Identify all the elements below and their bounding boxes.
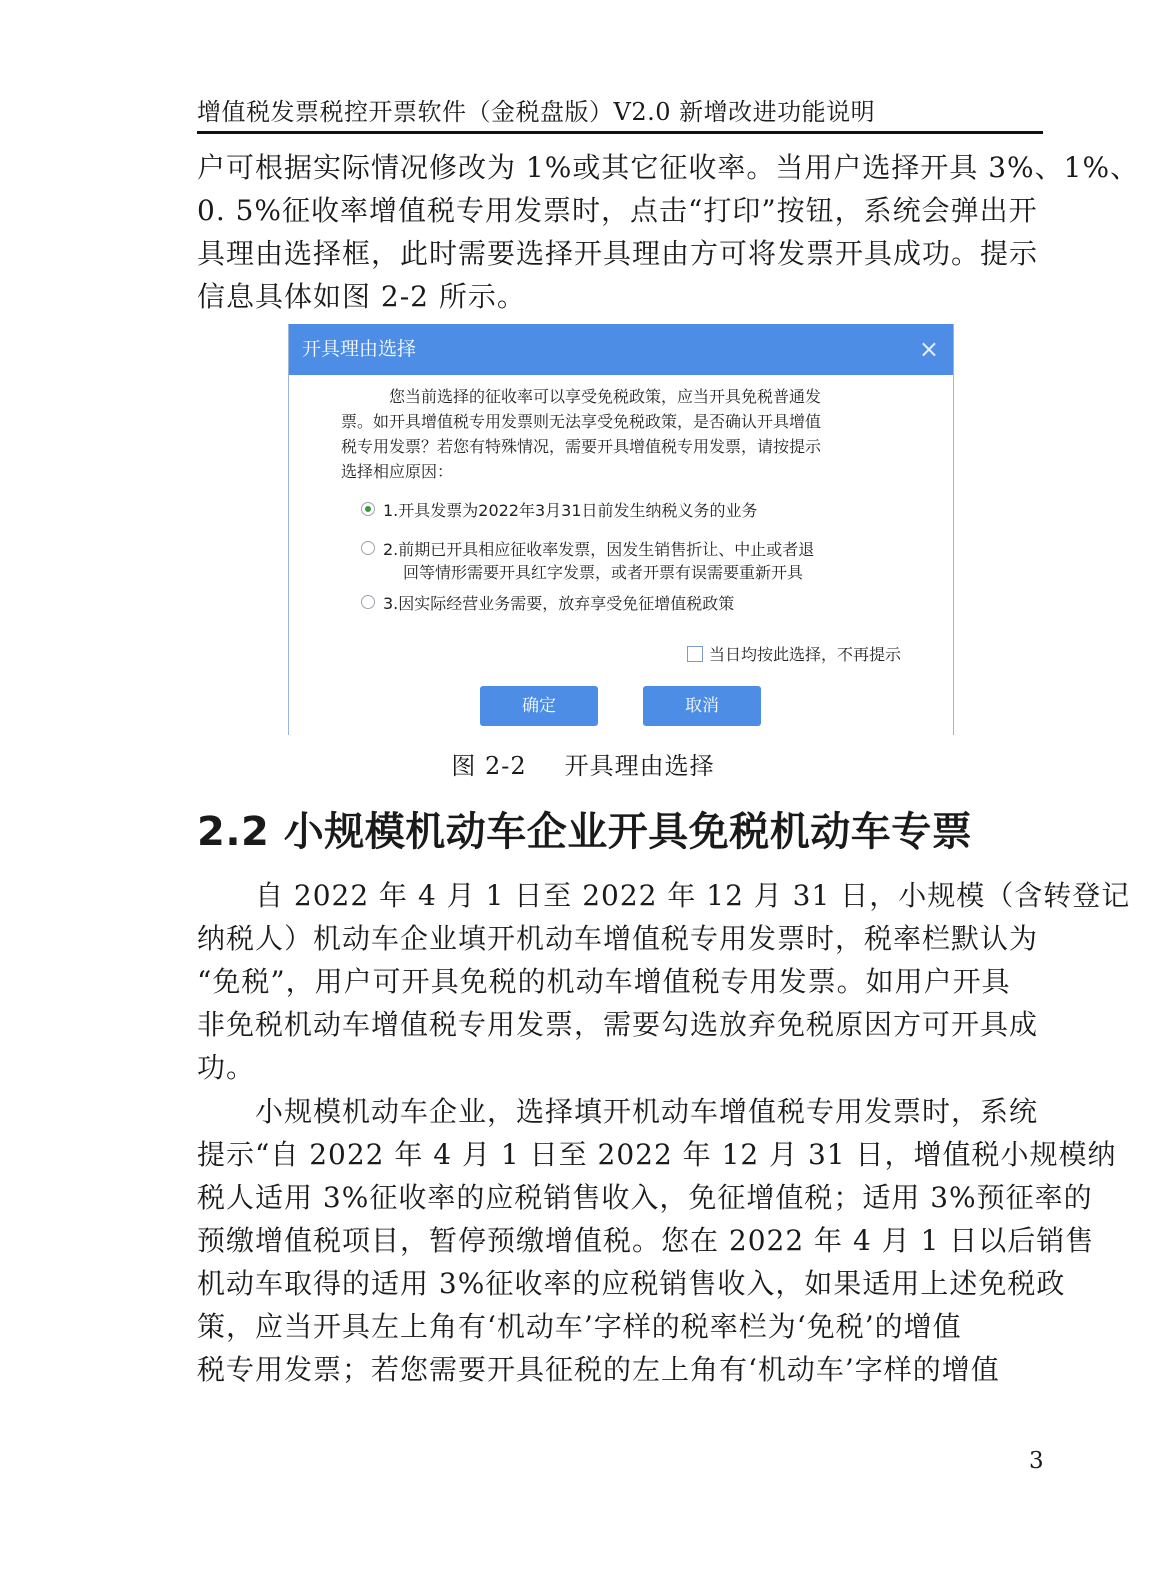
message-line: 您当前选择的征收率可以享受免税政策，应当开具免税普通发 <box>341 387 822 406</box>
option-label: 3.因实际经营业务需要，放弃享受免征增值税政策 <box>383 594 735 613</box>
option-label: 1.开具发票为2022年3月31日前发生纳税义务的业务 <box>383 501 758 520</box>
figure-title: 开具理由选择 <box>564 752 715 780</box>
text-line: 具理由选择框，此时需要选择开具理由方可将发票开具成功。提示 <box>197 237 1039 270</box>
checkbox-label: 当日均按此选择，不再提示 <box>709 645 902 664</box>
paragraph-intro <box>197 146 1140 318</box>
message-line: 税专用发票？若您有特殊情况，需要开具增值税专用发票，请按提示 <box>341 437 822 456</box>
cancel-button[interactable]: 取消 <box>643 686 761 726</box>
reason-option-1[interactable] <box>361 499 758 522</box>
text-line: 预缴增值税项目，暂停预缴增值税。您在 2022 年 4 月 1 日以后销售 <box>197 1224 1095 1257</box>
text-line: “免税”，用户可开具免税的机动车增值税专用发票。如用户开具 <box>197 965 1011 998</box>
reason-selection-dialog <box>288 324 954 735</box>
text-line: 机动车取得的适用 3%征收率的应税销售收入，如果适用上述免税政 <box>197 1267 1066 1300</box>
text-line: 纳税人）机动车企业填开机动车增值税专用发票时，税率栏默认为 <box>197 922 1039 955</box>
dialog-title: 开具理由选择 <box>302 338 417 360</box>
header-divider <box>197 131 1043 134</box>
radio-unchecked-icon[interactable] <box>361 595 375 609</box>
section-heading: 2.2 小规模机动车企业开具免税机动车专票 <box>197 809 973 855</box>
text-line: 策，应当开具左上角有‘机动车’字样的税率栏为‘免税’的增值 <box>197 1310 962 1343</box>
text-line: 户可根据实际情况修改为 1%或其它征收率。当用户选择开具 3%、1%、 <box>197 151 1140 184</box>
message-line: 票。如开具增值税专用发票则无法享受免税政策，是否确认开具增值 <box>341 412 822 431</box>
message-line: 选择相应原因： <box>341 462 454 481</box>
text-line: 信息具体如图 2-2 所示。 <box>197 280 526 313</box>
text-line: 税专用发票；若您需要开具征税的左上角有‘机动车’字样的增值 <box>197 1353 1000 1386</box>
option-label: 2.前期已开具相应征收率发票，因发生销售折让、中止或者退 <box>383 540 815 559</box>
confirm-button[interactable]: 确定 <box>480 686 598 726</box>
text-line: 提示“自 2022 年 4 月 1 日至 2022 年 12 月 31 日，增值税小规模纳 <box>197 1138 1117 1171</box>
remember-choice-checkbox[interactable] <box>687 644 901 666</box>
text-line: 功。 <box>197 1051 256 1084</box>
paragraph-exemption <box>197 874 1131 1089</box>
checkbox-icon[interactable] <box>687 646 703 662</box>
running-header: 增值税发票税控开票软件（金税盘版）V2.0 新增改进功能说明 <box>197 98 876 126</box>
dialog-titlebar <box>289 324 953 375</box>
dialog-message <box>341 384 911 484</box>
text-line: 小规模机动车企业，选择填开机动车增值税专用发票时，系统 <box>197 1095 1039 1128</box>
close-icon[interactable]: × <box>918 335 939 363</box>
text-line: 非免税机动车增值税专用发票，需要勾选放弃免税原因方可开具成 <box>197 1008 1039 1041</box>
text-line: 自 2022 年 4 月 1 日至 2022 年 12 月 31 日，小规模（含转登记 <box>197 879 1131 912</box>
paragraph-system-prompt <box>197 1090 1117 1391</box>
radio-unchecked-icon[interactable] <box>361 541 375 555</box>
reason-option-2[interactable] <box>361 538 814 584</box>
figure-caption <box>0 749 1166 783</box>
page-number: 3 <box>1029 1448 1044 1474</box>
reason-option-3[interactable] <box>361 592 734 615</box>
text-line: 税人适用 3%征收率的应税销售收入，免征增值税；适用 3%预征率的 <box>197 1181 1093 1214</box>
option-label-continued: 回等情形需要开具红字发票，或者开票有误需要重新开具 <box>403 563 804 582</box>
text-line: 0. 5%征收率增值税专用发票时，点击“打印”按钮，系统会弹出开 <box>197 194 1038 227</box>
figure-number: 图 2-2 <box>451 752 527 780</box>
radio-checked-icon[interactable] <box>361 502 375 516</box>
